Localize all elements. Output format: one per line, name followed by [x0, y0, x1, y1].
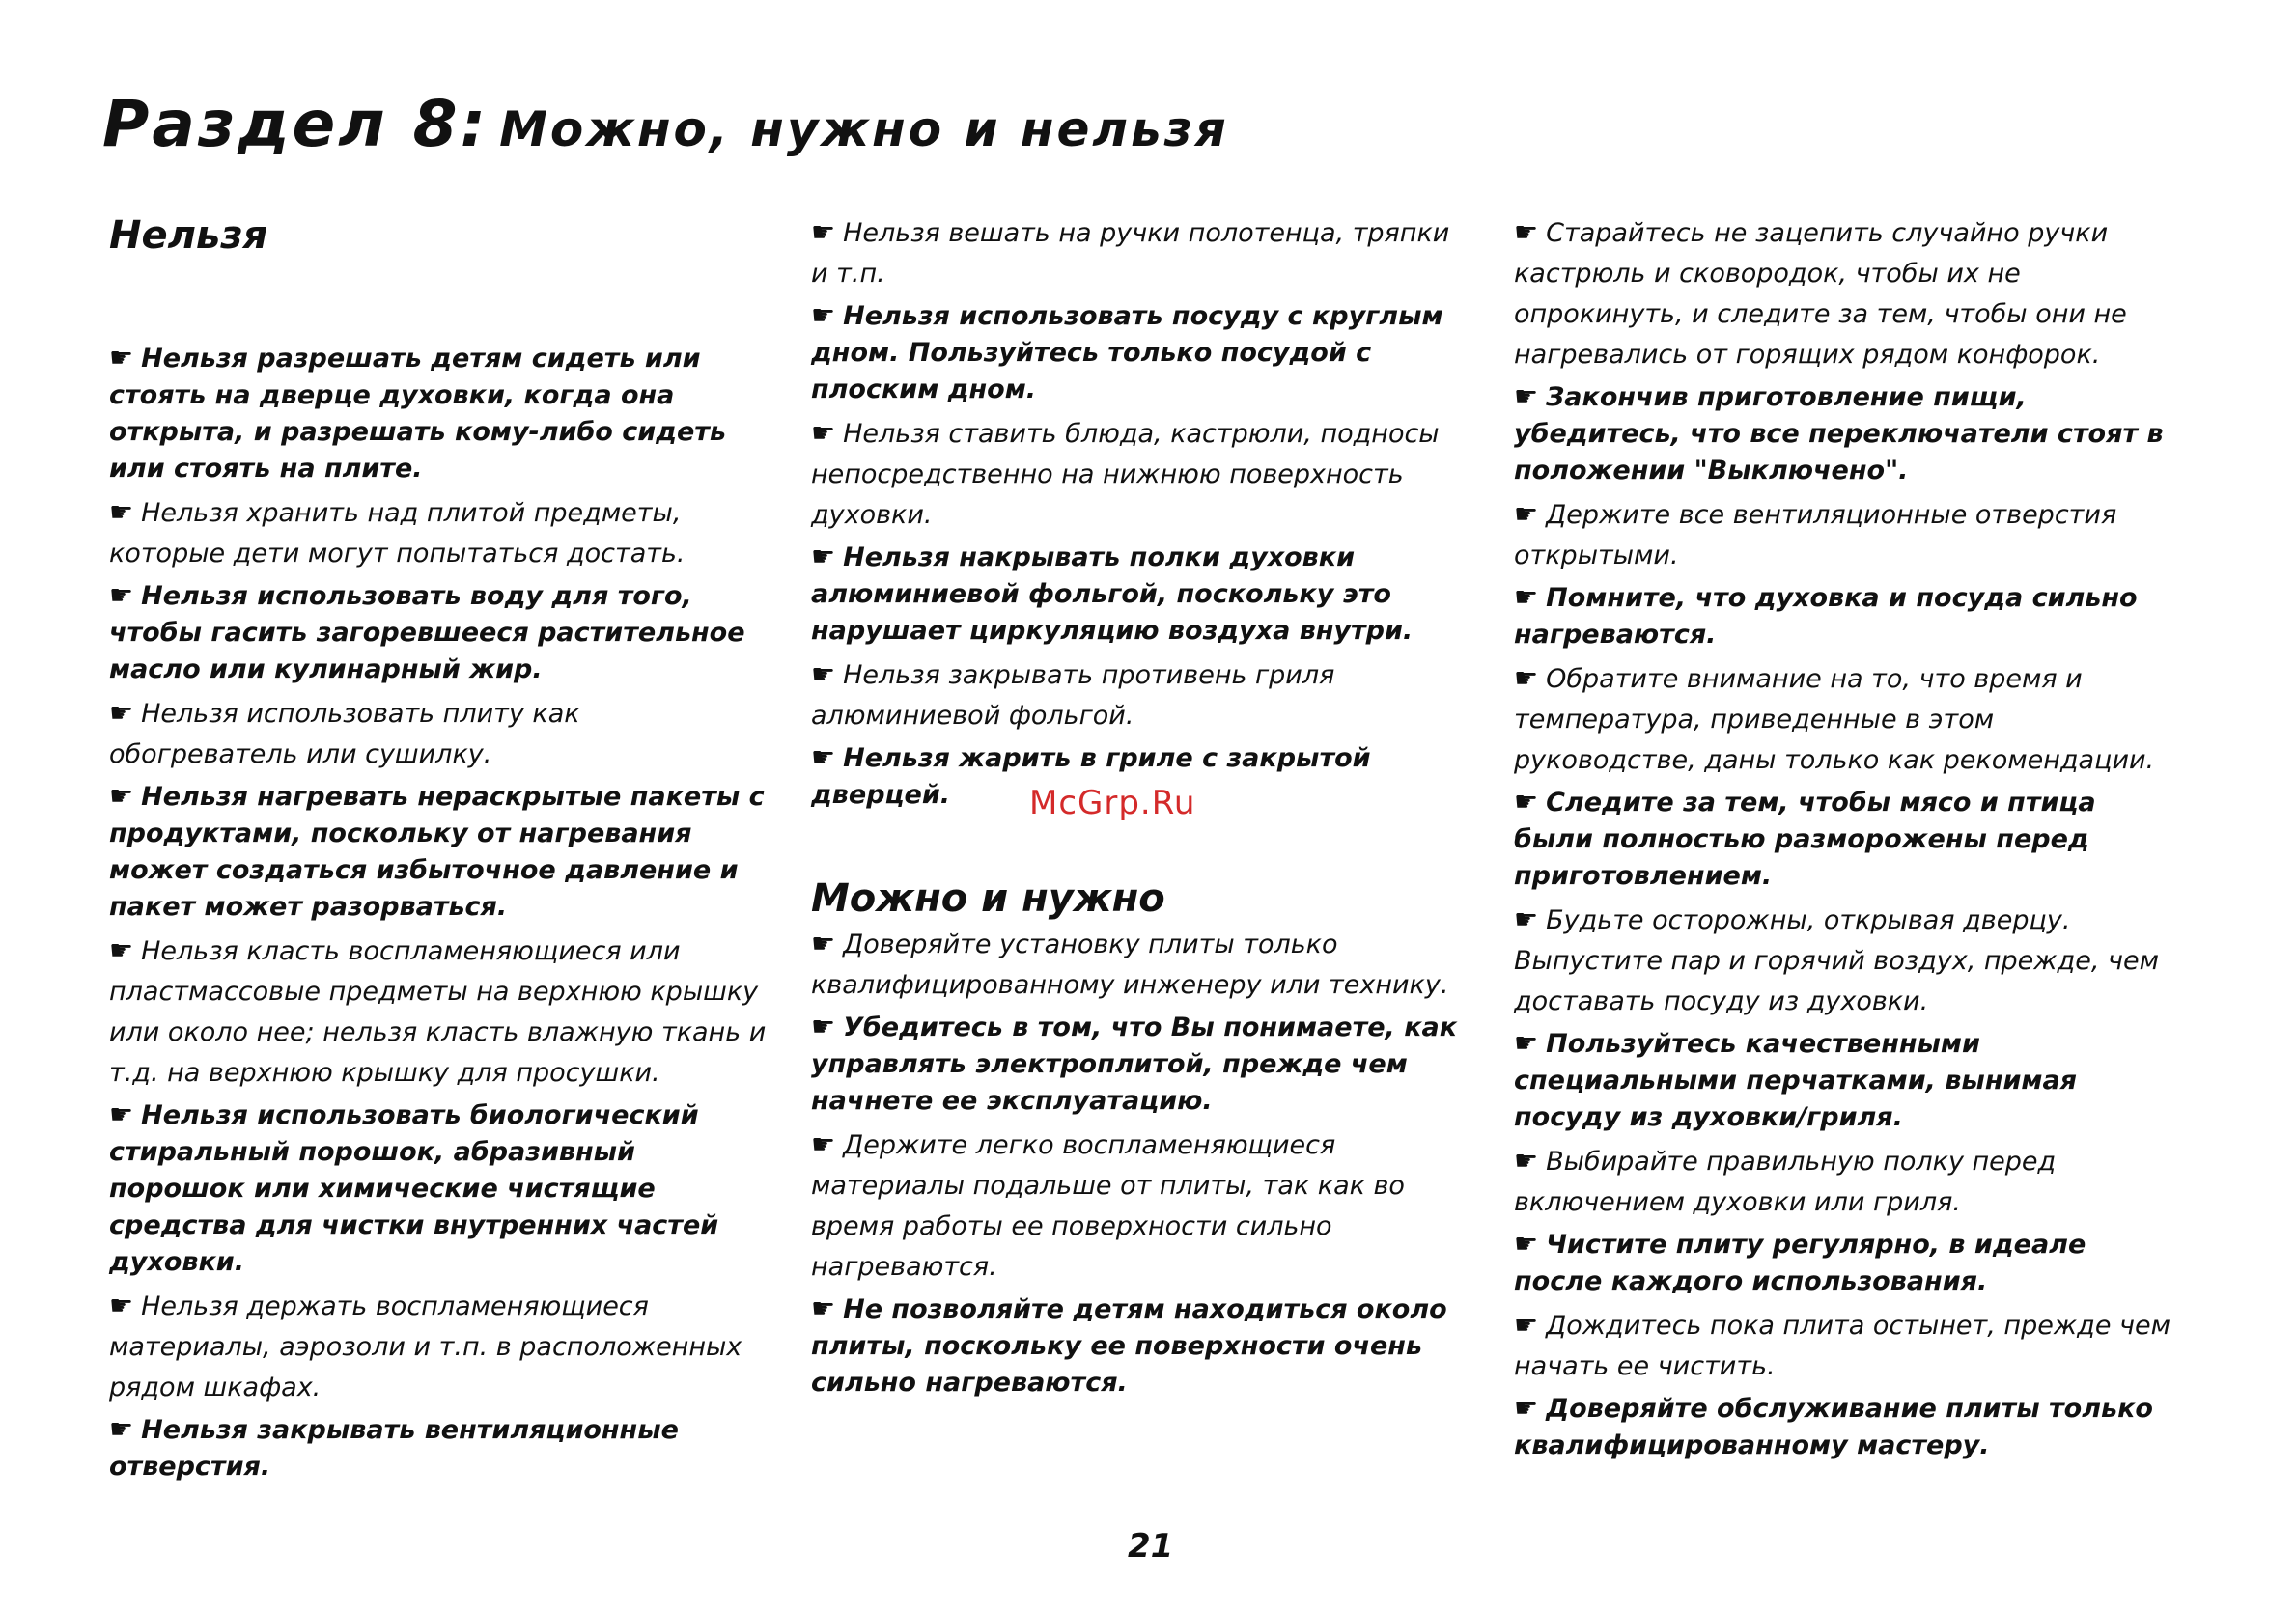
list-item: ☛ Доверяйте установку плиты только квалифицированному инженеру или технику. [811, 928, 1449, 1000]
list-item: ☛ Нельзя ставить блюда, кастрюли, подносы непосредственно на нижнюю поверхность духовки. [811, 417, 1440, 530]
watermark-link[interactable]: McGrp.Ru [1029, 784, 1196, 822]
list-item: ☛ Закончив приготовление пищи, убедитесь, что все переключатели стоят в положении "Выключено". [1514, 380, 2164, 486]
list-item: ☛ Будьте осторожны, открывая дверцу. Выпустите пар и горячий воздух, прежде, чем доставать посуду из духовки. [1514, 903, 2159, 1016]
page-title [102, 87, 1229, 161]
pointing-hand-icon: ☛ [109, 579, 134, 611]
list-item: ☛ Нельзя накрывать полки духовки алюминиевой фольгой, поскольку это нарушает циркуляцию воздуха внутри. [811, 541, 1414, 646]
list-item: ☛ Доверяйте обслуживание плиты только квалифицированному мастеру. [1514, 1392, 2153, 1460]
list-item: ☛ Выбирайте правильную полку перед включением духовки или гриля. [1514, 1145, 2057, 1217]
pointing-hand-icon: ☛ [811, 216, 836, 248]
list-item: ☛ Держите все вентиляционные отверстия открытыми. [1514, 498, 2117, 570]
heading-nelzya: Нельзя [109, 213, 268, 258]
pointing-hand-icon: ☛ [811, 658, 836, 690]
pointing-hand-icon: ☛ [811, 1292, 836, 1324]
pointing-hand-icon: ☛ [109, 780, 134, 812]
list-item: ☛ Убедитесь в том, что Вы понимаете, как управлять электроплитой, прежде чем начнете ее эксплуатацию. [811, 1011, 1458, 1116]
list-item: ☛ Нельзя держать воспламеняющиеся материалы, аэрозоли и т.п. в расположенных рядом шкафах. [109, 1290, 742, 1402]
pointing-hand-icon: ☛ [811, 928, 836, 959]
list-item: ☛ Дождитесь пока плита остынет, прежде чем начать ее чистить. [1514, 1309, 2170, 1381]
list-item: ☛ Помните, что духовка и посуда сильно нагреваются. [1514, 581, 2138, 650]
pointing-hand-icon: ☛ [811, 1011, 836, 1042]
list-item: ☛ Нельзя закрывать противень гриля алюминиевой фольгой. [811, 658, 1335, 731]
list-item: ☛ Нельзя класть воспламеняющиеся или пластмассовые предметы на верхнюю крышку или около нее; нельзя класть влажную ткань и т.д. на верхнюю крышку для просушки. [109, 934, 767, 1088]
pointing-hand-icon: ☛ [109, 1290, 134, 1321]
section-label: Раздел 8: [102, 87, 489, 161]
list-item: ☛ Нельзя вешать на ручки полотенца, тряпки и т.п. [811, 216, 1450, 289]
list-item: ☛ Нельзя хранить над плитой предметы, которые дети могут попытаться достать. [109, 496, 686, 569]
pointing-hand-icon: ☛ [1514, 1228, 1539, 1260]
pointing-hand-icon: ☛ [811, 741, 836, 773]
list-item: ☛ Нельзя использовать посуду с круглым дном. Пользуйтесь только посудой с плоским дном. [811, 299, 1443, 404]
list-item: ☛ Нельзя нагревать нераскрытые пакеты с продуктами, поскольку от нагревания может создаться избыточное давление и пакет может разорваться. [109, 780, 765, 922]
pointing-hand-icon: ☛ [1514, 380, 1539, 412]
heading-mozhno: Можно и нужно [811, 876, 1165, 921]
section-subtitle: Можно, нужно и нельзя [499, 101, 1229, 157]
pointing-hand-icon: ☛ [811, 299, 836, 331]
pointing-hand-icon: ☛ [1514, 581, 1539, 613]
pointing-hand-icon: ☛ [1514, 1027, 1539, 1059]
list-item: ☛ Пользуйтесь качественными специальными перчатками, вынимая посуду из духовки/гриля. [1514, 1027, 2078, 1132]
pointing-hand-icon: ☛ [109, 1413, 134, 1445]
column-nelzya [109, 212, 775, 1490]
list-item: ☛ Нельзя использовать плиту как обогреватель или сушилку. [109, 697, 580, 769]
pointing-hand-icon: ☛ [1514, 1145, 1539, 1177]
list-item: ☛ Чистите плиту регулярно, в идеале после каждого использования. [1514, 1228, 2086, 1296]
list-item: ☛ Нельзя жарить в гриле с закрытой дверцей. [811, 741, 1371, 810]
pointing-hand-icon: ☛ [811, 417, 836, 449]
page-number: 21 [1128, 1527, 1174, 1566]
list-item: ☛ Нельзя использовать биологический стиральный порошок, абразивный порошок или химические чистящие средства для чистки внутренних частей духовки. [109, 1098, 719, 1277]
list-item: ☛ Держите легко воспламеняющиеся материалы подальше от плиты, так как во время работы ее поверхности сильно нагреваются. [811, 1128, 1405, 1282]
list-item: ☛ Нельзя использовать воду для того, чтобы гасить загоревшееся растительное масло или кулинарный жир. [109, 579, 745, 684]
pointing-hand-icon: ☛ [1514, 216, 1539, 248]
pointing-hand-icon: ☛ [109, 342, 134, 374]
pointing-hand-icon: ☛ [811, 541, 836, 572]
column-right [1514, 212, 2180, 1469]
pointing-hand-icon: ☛ [109, 496, 134, 528]
pointing-hand-icon: ☛ [1514, 903, 1539, 935]
pointing-hand-icon: ☛ [1514, 1309, 1539, 1341]
pointing-hand-icon: ☛ [1514, 498, 1539, 530]
pointing-hand-icon: ☛ [109, 934, 134, 966]
pointing-hand-icon: ☛ [109, 697, 134, 729]
pointing-hand-icon: ☛ [1514, 786, 1539, 818]
pointing-hand-icon: ☛ [109, 1098, 134, 1130]
pointing-hand-icon: ☛ [1514, 662, 1539, 694]
list-item: ☛ Нельзя разрешать детям сидеть или стоять на дверце духовки, когда она открыта, и разрешать кому-либо сидеть или стоять на плите. [109, 342, 727, 484]
pointing-hand-icon: ☛ [1514, 1392, 1539, 1424]
list-item: ☛ Нельзя закрывать вентиляционные отверстия. [109, 1413, 679, 1482]
pointing-hand-icon: ☛ [811, 1128, 836, 1160]
list-item: ☛ Следите за тем, чтобы мясо и птица были полностью разморожены перед приготовлением. [1514, 786, 2096, 891]
list-item: ☛ Не позволяйте детям находиться около плиты, поскольку ее поверхности очень сильно нагреваются. [811, 1292, 1447, 1398]
list-item: ☛ Старайтесь не зацепить случайно ручки кастрюль и сковородок, чтобы их не опрокинуть, и следите за тем, чтобы они не нагревались от горящих рядом конфорок. [1514, 216, 2127, 370]
list-item: ☛ Обратите внимание на то, что время и температура, приведенные в этом руководстве, даны только как рекомендации. [1514, 662, 2155, 775]
